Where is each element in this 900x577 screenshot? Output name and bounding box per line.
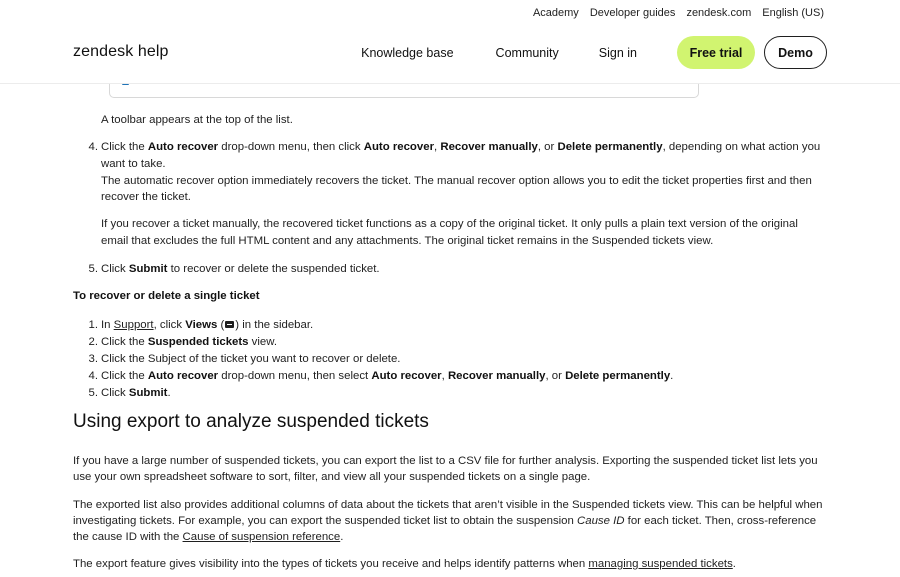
cause-of-suspension-link[interactable]: Cause of suspension reference [182,531,341,543]
step-4-line-3: The automatic recover option immediately recovers the ticket. The manual recover option allows you to edit the ticket properties first and then [101,175,812,187]
nav-community[interactable]: Community [495,45,559,60]
main-nav [361,36,827,69]
support-link[interactable]: Support [113,319,154,331]
academy-link[interactable]: Academy [532,7,579,19]
export-section-heading: Using export to analyze suspended tickets [73,411,429,432]
free-trial-button[interactable]: Free trial [677,36,755,69]
manual-note-line-1: If you recover a ticket manually, the recovered ticket functions as a copy of the original ticket. It only pulls a plain text version of the original [101,218,798,230]
nav-knowledge-base[interactable]: Knowledge base [361,45,454,60]
utility-links [533,7,824,19]
export-p1-line-1: If you have a large number of suspended tickets, you can export the list to a CSV file for further analysis. Exporting the suspended ticket list lets you [73,455,818,467]
step-4-line-4: recover the ticket. [101,191,191,203]
toolbar-note: A toolbar appears at the top of the list. [101,114,293,126]
list-item-step-5: 5. Click Submit to recover or delete the suspended ticket. [88,263,380,275]
language-selector[interactable]: English (US) [762,7,824,19]
export-p2-line-1: The exported list also provides additional columns of data about the tickets that aren’t visible in the Suspended tickets view. This can be helpful when [73,499,823,511]
export-p1-line-2: use your own spreadsheet software to sort, filter, and view all your suspended tickets on a single page. [73,471,591,483]
single-ticket-heading: To recover or delete a single ticket [73,290,260,302]
views-icon [225,321,234,328]
manual-note-line-2: email that excludes the full HTML content and any attachments. The original ticket remains in the Suspended tickets view. [101,235,714,247]
single-step-4: 4. Click the Auto recover drop-down menu, then select Auto recover, Recover manually, or Delete permanently. [88,370,674,382]
single-step-2: 2. Click the Suspended tickets view. [88,336,277,348]
developer-guides-link[interactable]: Developer guides [589,7,676,19]
export-p2-line-2: investigating tickets. For example, you can export the suspended ticket list to obtain the suspension Cause ID for each ticket. Then, cross-reference [73,515,817,527]
single-step-5: 5. Click Submit. [88,387,171,399]
nav-sign-in[interactable]: Sign in [598,45,637,60]
site-header [0,0,900,84]
single-step-1: 1. In Support, click Views ( ) in the sidebar. [88,319,314,331]
brand-logo[interactable]: zendesk help [73,43,169,60]
step-4-line-2: want to take. [101,158,166,170]
list-item-step-4: 4. Click the Auto recover drop-down menu, then click Auto recover, Recover manually, or Delete permanently, depending on what action you [88,141,821,153]
export-p3: The export feature gives visibility into the types of tickets you receive and helps identify patterns when managing suspended tickets. [73,558,736,570]
zendesk-com-link[interactable]: zendesk.com [686,7,752,19]
managing-suspended-tickets-link[interactable]: managing suspended tickets [588,558,733,570]
export-p2-line-3: the cause ID with the Cause of suspension reference. [73,531,344,543]
demo-button[interactable]: Demo [764,36,827,69]
single-step-3: 3. Click the Subject of the ticket you want to recover or delete. [88,353,401,365]
